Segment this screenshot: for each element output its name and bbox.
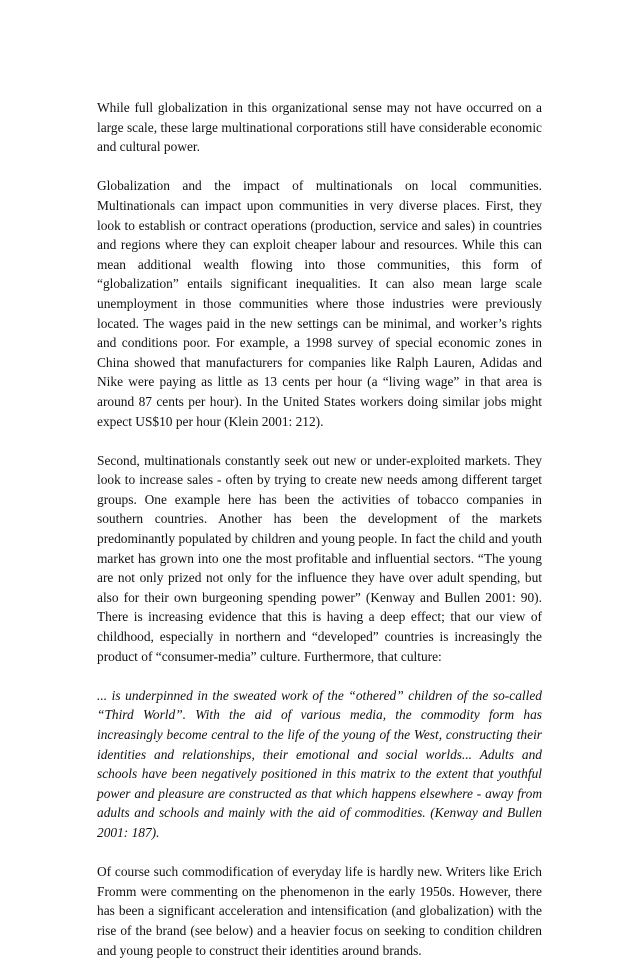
paragraph-multinational-power: While full globalization in this organizational sense may not have occurred on a large scale, these large multinational corporations still have considerable economic and cultural power.	[97, 100, 542, 155]
paragraph-commodification: Of course such commodification of everyday life is hardly new. Writers like Erich Fromm were commenting on the phenomenon in the early 1950s. However, there has been a significant acceleration and intensification (and globalization) with the rise of the brand (see below) and a heavier focus on seeking to condition children and young people to construct their identities around brands.	[97, 864, 542, 958]
document-page	[97, 98, 542, 980]
block-quote: ... is underpinned in the sweated work of the “othered” children of the so-called “Third World”. With the aid of various media, the commodity form has increasingly become central to the life of the young of the West, constructing their identities and relationships, their emotional and social worlds... Adults and schools have been negatively positioned in this matrix to the extent that youthful power and pleasure are constructed as that which happens elsewhere - away from adults and schools and mainly with the aid of commodities. (Kenway and Bullen 2001: 187).	[97, 687, 542, 840]
paragraph-new-markets: Second, multinationals constantly seek out new or under-exploited markets. They look to increase sales - often by trying to create new needs among different target groups. One example here has been the activities of tobacco companies in southern countries. Another has been the development of the markets predominantly populated by children and young people. In fact the child and youth market has grown into one the most profitable and influential sectors. “The young are not only prized not only for the influence they have over adult spending, but also for their own burgeoning spending power” (Kenway and Bullen 2001: 90). There is increasing evidence that this is having a deep effect; that our view of childhood, especially in northern and “developed” countries is increasingly the product of “consumer-media” culture. Furthermore, that culture:	[97, 452, 542, 664]
paragraph-local-communities: Globalization and the impact of multinationals on local communities. Multinationals can impact upon communities in very diverse places. First, they look to establish or contract operations (production, service and sales) in countries and regions where they can exploit cheaper labour and resources. While this can mean additional wealth flowing into those communities, this form of “globalization” entails significant inequalities. It can also mean large scale unemployment in those communities where those industries were previously located. The wages paid in the new settings can be minimal, and worker’s rights and conditions poor. For example, a 1998 survey of special economic zones in China showed that manufacturers for companies like Ralph Lauren, Adidas and Nike were paying as little as 13 cents per hour (a “living wage” in that area is around 87 cents per hour). In the United States workers doing similar jobs might expect US$10 per hour (Klein 2001: 212).	[97, 178, 542, 429]
